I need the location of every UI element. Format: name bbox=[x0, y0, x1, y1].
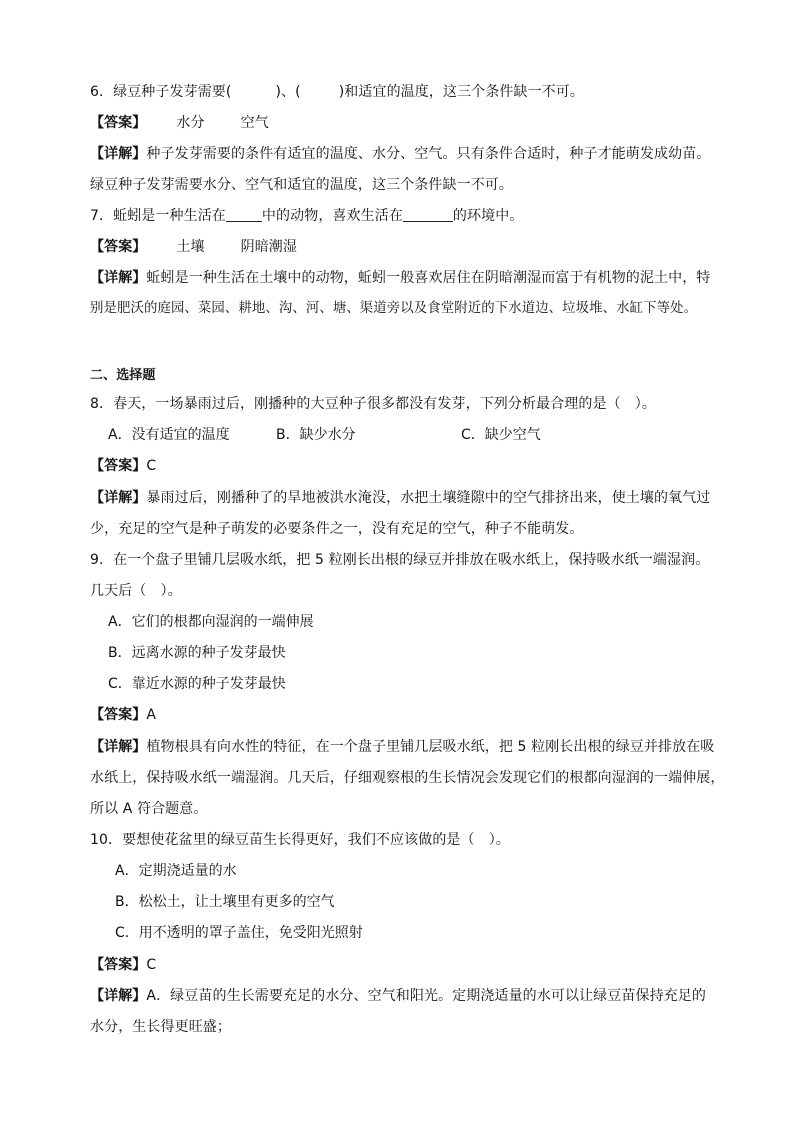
q6-detail-tag: 【详解】 bbox=[90, 146, 147, 162]
q7-stem-part-c: 的环境中。 bbox=[452, 208, 524, 224]
q10-answer-value: C bbox=[146, 957, 157, 973]
q8-detail-tag: 【详解】 bbox=[90, 490, 147, 506]
q9-option-c: C．靠近水源的种子发芽最快 bbox=[108, 676, 286, 692]
q8-stem: 8．春天，一场暴雨过后，刚播种的大豆种子很多都没有发芽，下列分析最合理的是（ ）。 bbox=[90, 396, 657, 412]
q10-option-a: A．定期浇适量的水 bbox=[115, 863, 237, 879]
q8-option-b: B．缺少水分 bbox=[276, 427, 356, 443]
q7-detail-tag: 【详解】 bbox=[90, 270, 147, 286]
q8-detail-line-1 bbox=[90, 488, 730, 508]
q9-stem-line-1: 9．在一个盘子里铺几层吸水纸，把 5 粒刚长出根的绿豆并排放在吸水纸上，保持吸水纸一端湿润。 bbox=[90, 552, 710, 568]
q7-detail-text-1: 蚯蚓是一种生活在土壤中的动物，蚯蚓一般喜欢居住在阴暗潮湿而富于有机物的泥土中，特 bbox=[146, 270, 711, 286]
q9-detail-tag: 【详解】 bbox=[90, 739, 147, 755]
q7-answer-1: 土壤 bbox=[176, 239, 205, 255]
q9-detail-text-1: 植物根具有向水性的特征，在一个盘子里铺几层吸水纸，把 5 粒刚长出根的绿豆并排放在吸 bbox=[146, 739, 715, 755]
q8-answer-tag: 【答案】 bbox=[90, 458, 147, 474]
q7-detail-line-1 bbox=[90, 268, 730, 288]
q7-stem-part-b: 中的动物，喜欢生活在 bbox=[261, 208, 403, 224]
q7-detail-line-2: 别是肥沃的庭园、菜园、耕地、沟、河、塘、渠道旁以及食堂附近的下水道边、垃圾堆、水缸下等处。 bbox=[90, 301, 698, 316]
q8-answer bbox=[90, 456, 730, 476]
q6-detail-line-1 bbox=[90, 144, 730, 164]
q8-detail-line-2: 少，充足的空气是种子萌发的必要条件之一，没有充足的空气，种子不能萌发。 bbox=[90, 521, 584, 537]
q10-answer-tag: 【答案】 bbox=[90, 957, 147, 973]
q6-stem-part-a: 6．绿豆种子发芽需要( bbox=[90, 84, 232, 100]
section-title: 二、选择题 bbox=[90, 368, 156, 383]
q9-answer-tag: 【答案】 bbox=[90, 707, 147, 723]
q9-option-b: B．远离水源的种子发芽最快 bbox=[108, 645, 286, 661]
q6-stem bbox=[90, 82, 730, 102]
q9-detail-line-1 bbox=[90, 737, 730, 757]
q7-blank-2 bbox=[403, 207, 453, 222]
q10-detail-tag: 【详解】 bbox=[90, 988, 147, 1004]
q7-stem-part-a: 7．蚯蚓是一种生活在 bbox=[90, 208, 226, 224]
q7-answer-2: 阴暗潮湿 bbox=[240, 239, 298, 255]
q7-answer-tag: 【答案】 bbox=[90, 239, 147, 255]
q10-option-b: B．松松土，让土壤里有更多的空气 bbox=[115, 894, 335, 910]
q6-answer-2: 空气 bbox=[240, 115, 269, 131]
q9-option-a: A．它们的根都向湿润的一端伸展 bbox=[108, 614, 314, 630]
q6-stem-part-b: )、( bbox=[275, 84, 301, 100]
q8-answer-value: C bbox=[146, 458, 157, 474]
q9-stem-line-2: 几天后（ ）。 bbox=[90, 583, 182, 599]
q10-detail-line-2: 水分，生长得更旺盛； bbox=[90, 1019, 231, 1035]
q9-detail-line-2: 水纸上，保持吸水纸一端湿润。几天后，仔细观察根的生长情况会发现它们的根都向湿润的一端伸展， bbox=[90, 770, 725, 786]
q7-blank-1 bbox=[226, 207, 262, 222]
q7-stem bbox=[90, 206, 730, 226]
q7-answer bbox=[90, 237, 730, 257]
q9-answer-value: A bbox=[146, 707, 157, 723]
q6-answer bbox=[90, 113, 730, 133]
q9-answer bbox=[90, 705, 730, 725]
q10-answer bbox=[90, 955, 730, 975]
q10-option-c: C．用不透明的罩子盖住，免受阳光照射 bbox=[115, 925, 363, 941]
q6-detail-line-2: 绿豆种子发芽需要水分、空气和适宜的温度，这三个条件缺一不可。 bbox=[90, 177, 513, 193]
q10-detail-text-1: A．绿豆苗的生长需要充足的水分、空气和阳光。定期浇适量的水可以让绿豆苗保持充足的 bbox=[146, 988, 706, 1004]
q6-stem-part-c: )和适宜的温度，这三个条件缺一不可。 bbox=[338, 84, 584, 100]
q6-answer-tag: 【答案】 bbox=[90, 115, 147, 131]
q8-detail-text-1: 暴雨过后，刚播种了的旱地被洪水淹没，水把土壤缝隙中的空气排挤出来，使土壤的氧气过 bbox=[146, 490, 711, 506]
q8-option-a: A．没有适宜的温度 bbox=[108, 427, 230, 443]
q8-option-c: C．缺少空气 bbox=[461, 427, 541, 443]
q10-stem: 10．要想使花盆里的绿豆苗生长得更好，我们不应该做的是（ ）。 bbox=[90, 832, 510, 848]
q6-detail-text-1: 种子发芽需要的条件有适宜的温度、水分、空气。只有条件合适时，种子才能萌发成幼苗。 bbox=[146, 146, 711, 162]
q6-answer-1: 水分 bbox=[176, 115, 205, 131]
q10-detail-line-1 bbox=[90, 986, 730, 1006]
q9-detail-line-3: 所以 A 符合题意。 bbox=[90, 801, 208, 817]
